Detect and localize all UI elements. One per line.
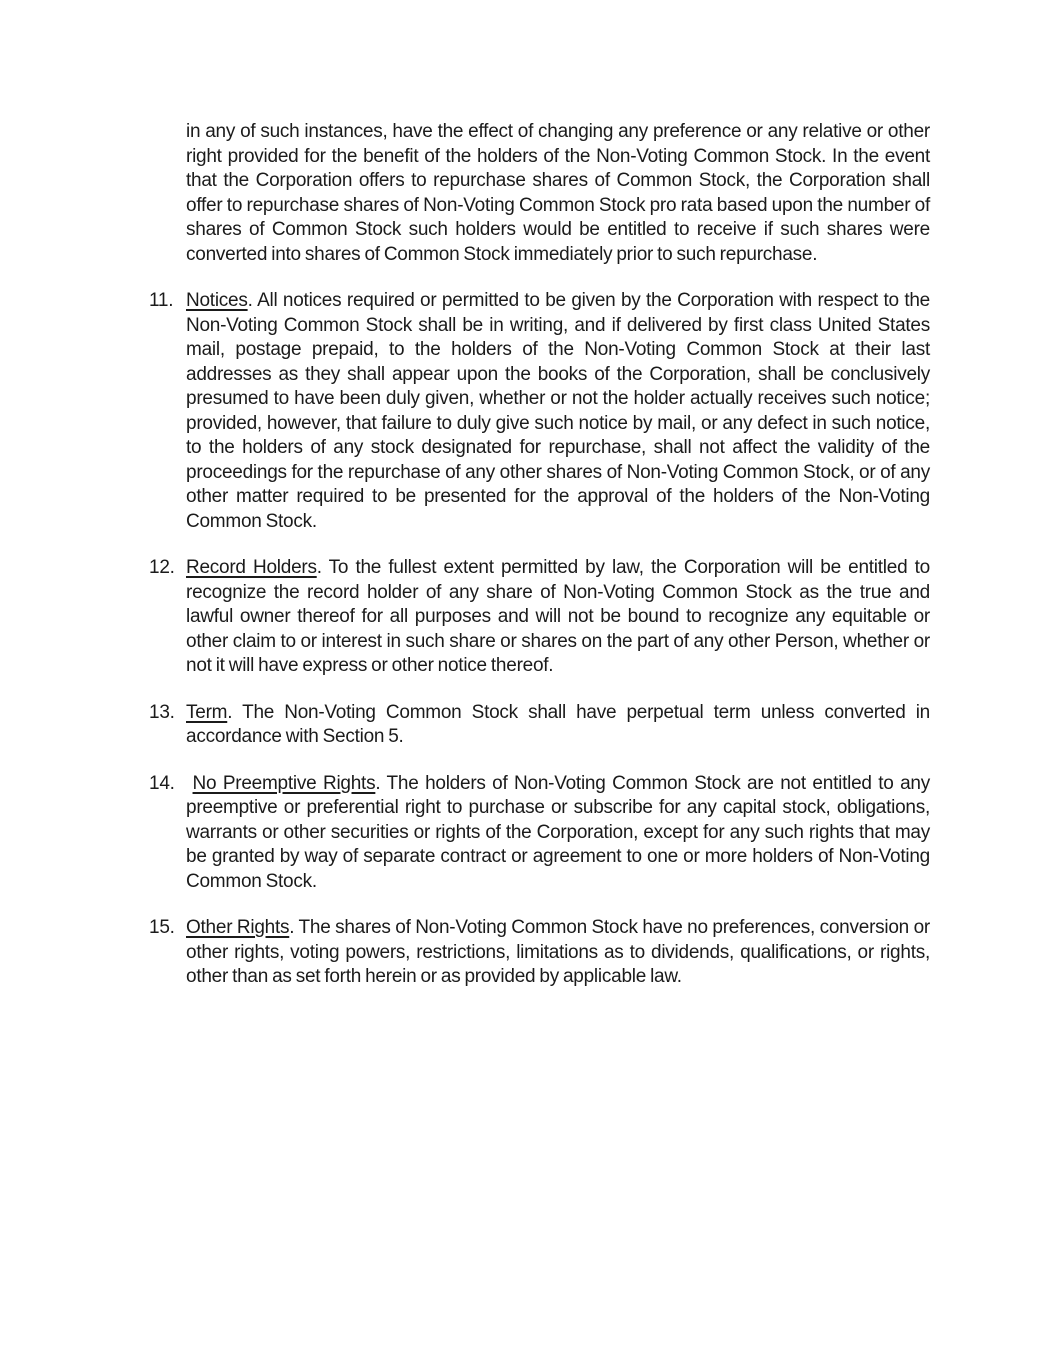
item-text-11: . All notices required or permitted to be given by the Corporation with respect to the Non-Voting Common Stock shall be in writing, and if delivered by first class United States mail, postage prepaid, to the holders of the Non-Voting Common Stock at their last addresses as they shall appear upon the books of the Corporation, shall be conclusively presumed to have been duly given, whether or not the holder actually receives such notice; provided, however, that failure to duly give such notice by mail, or any defect in such notice, to the holders of any stock designated for repurchase, shall not affect the validity of the proceedings for the repurchase of any other shares of Non-Voting Common Stock, or of any other matter required to be presented for the approval of the holders of the Non-Voting Common Stock. — [186, 290, 930, 532]
list-item-13 — [149, 701, 930, 750]
document-content — [149, 120, 931, 1012]
item-heading-notices: Notices — [186, 290, 248, 311]
list-item-12 — [149, 556, 931, 679]
item-body-11 — [186, 289, 930, 534]
list-item-15 — [149, 916, 930, 990]
item-heading-record-holders: Record Holders — [186, 557, 317, 578]
item-body-15 — [186, 916, 930, 990]
item-body-12 — [186, 556, 930, 679]
item-heading-no-preemptive-rights: No Preemptive Rights — [192, 772, 376, 794]
item-text-14: . The holders of Non-Voting Common Stock are not entitled to any preemptive or preferential right to purchase or subscribe for any capital stock, obligations, warrants or other securities or rights of the Corporation, except for any such rights that may be granted by way of separate contract or agreement to one or more holders of Non-Voting Common Stock. — [186, 772, 930, 892]
item-text-12: . To the fullest extent permitted by law, the Corporation will be entitled to recognize the record holder of any share of Non-Voting Common Stock as the true and lawful owner thereof for all purposes and will not be bound to recognize any equitable or other claim to or interest in such share or shares on the part of any other Person, whether or not it will have express or other notice thereof. — [186, 557, 931, 676]
item-number-11: 11. — [149, 290, 174, 311]
list-item-14 — [149, 772, 930, 895]
item-number-12: 12. — [149, 557, 175, 578]
intro-paragraph: in any of such instances, have the effect of changing any preference or any relative or other right provided for the benefit of the holders of the Non-Voting Common Stock. In the event that the Corporation offers to repurchase shares of Common Stock, the Corporation shall offer to repurchase shares of Non-Voting Common Stock pro rata based upon the number of shares of Common Stock such holders would be entitled to receive if such shares were converted into shares of Common Stock immediately prior to such repurchase. — [186, 121, 930, 265]
item-heading-other-rights: Other Rights — [186, 917, 290, 938]
item-heading-term: Term — [186, 701, 228, 723]
item-number-15: 15. — [149, 917, 175, 938]
item-number-13: 13. — [149, 701, 175, 723]
item-body-14 — [186, 772, 930, 895]
item-text-13: . The Non-Voting Common Stock shall have perpetual term unless converted in accordance with Section 5. — [186, 701, 930, 747]
list-item-11 — [149, 289, 930, 534]
item-number-14: 14. — [149, 772, 175, 794]
item-text-15: . The shares of Non-Voting Common Stock have no preferences, conversion or other rights, voting powers, restrictions, limitations as to dividends, qualifications, or rights, other than as set forth herein or as provided by applicable law. — [186, 917, 930, 987]
item-body-13 — [186, 701, 930, 750]
